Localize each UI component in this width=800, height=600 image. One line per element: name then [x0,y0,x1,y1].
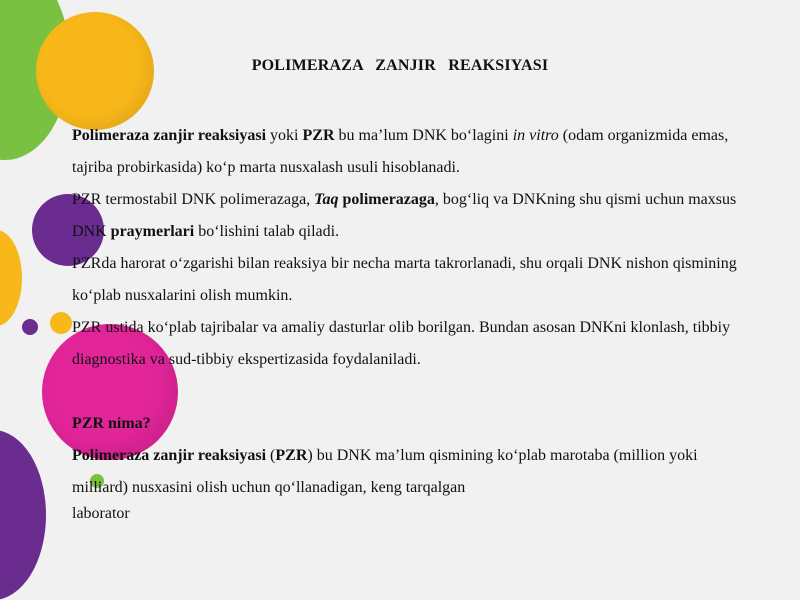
term-bold: PZR [302,127,335,144]
term-bold-italic: Taq [314,191,339,208]
decor-small-purple-dot [22,319,38,335]
text: ) bu DNK ma’lum qismining ko‘plab marotaba (million yoki milliard) nusxasini olish uchun qo‘llanadigan, keng tarqalgan [72,447,698,496]
paragraph-requirements [72,184,742,248]
slide-title: POLIMERAZA ZANJIR REAKSIYASI [251,57,549,74]
text: (odam organizmida emas, tajriba probirkasida) ko‘p marta nusxalash usuli hisoblanadi. [72,127,729,176]
term-bold: PZR [275,447,308,464]
term-bold: Polimeraza zanjir reaksiyasi [72,447,267,464]
term-bold: praymerlari [110,223,195,240]
paragraph-what-is [72,440,742,504]
decor-small-orange-dot [50,312,72,334]
text: bo‘lishini talab qiladi. [194,223,340,240]
text: yoki [266,127,303,144]
text: ( [266,447,276,464]
paragraph-cycles: PZRda harorat o‘zgarishi bilan reaksiya bir necha marta takrorlanadi, shu orqali DNK nishon qismining ko‘plab nusxalarini olish mumkin. [72,255,737,304]
paragraph-definition [72,120,742,184]
decor-orange-edge-circle [0,230,22,326]
section-heading: PZR nima? [72,415,151,432]
text: bu ma’lum DNK bo‘lagini [334,127,513,144]
slide-content [72,120,742,524]
decor-large-purple-circle [0,430,46,600]
paragraph-applications: PZR ustida ko‘plab tajribalar va amaliy dasturlar olib borilgan. Bundan asosan DNKni klonlash, tibbiy diagnostika va sud-tibbiy ekspertizasida foydalaniladi. [72,319,731,368]
text: PZR termostabil DNK polimerazaga, [72,191,315,208]
text: , bog‘liq va DNKning shu qismi uchun maxsus DNK [72,191,737,240]
term-bold: Polimeraza zanjir reaksiyasi [72,127,267,144]
paragraph-continuation: laborator [72,505,130,522]
term-italic: in vitro [512,127,559,144]
term-bold: polimerazaga [338,191,435,208]
